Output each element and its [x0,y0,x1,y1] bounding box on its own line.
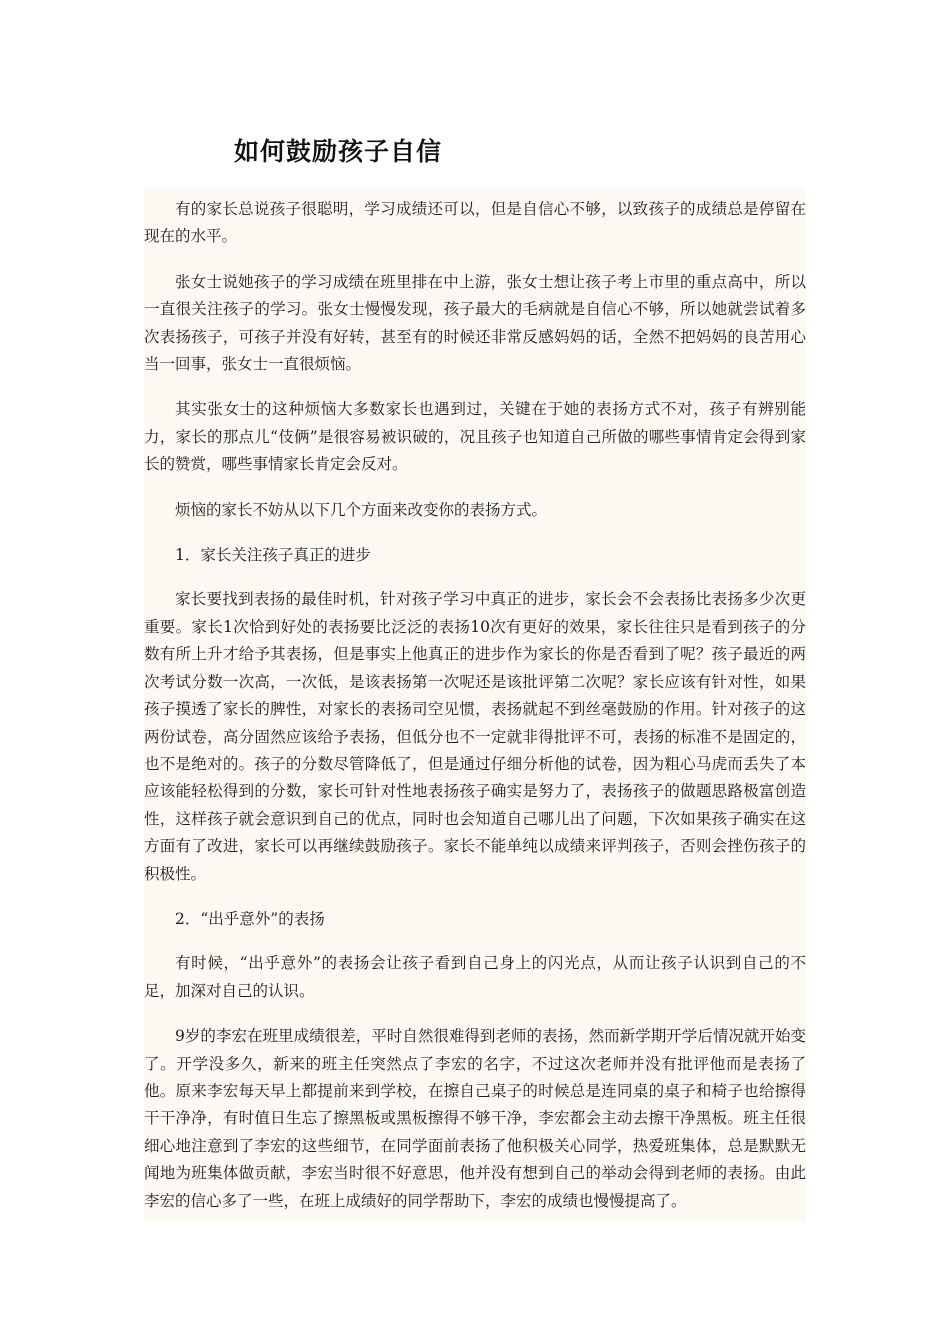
paragraph-section-2-intro: 有时候，“出乎意外”的表扬会让孩子看到自己身上的闪光点，从而让孩子认识到自己的不足，加深对自己的认识。 [144,954,806,1000]
section-heading-2: 2．“出乎意外”的表扬 [175,909,325,928]
paragraph-intro: 有的家长总说孩子很聪明，学习成绩还可以，但是自信心不够，以致孩子的成绩总是停留在现在的水平。 [144,200,806,246]
paragraph-suggestion: 烦恼的家长不妨从以下几个方面来改变你的表扬方式。 [175,500,548,519]
document-title: 如何鼓励孩子自信 [234,137,443,166]
paragraph-ms-zhang: 张女士说她孩子的学习成绩在班里排在中上游，张女士想让孩子考上市里的重点高中，所以一直很关注孩子的学习。张女士慢慢发现，孩子最大的毛病就是自信心不够，所以她就尝试着多次表扬孩子，可孩子并没有好转，甚至有的时候还非常反感妈妈的话，全然不把妈妈的良苦用心当一回事，张女士一直很烦恼。 [144,272,806,374]
paragraph-analysis: 其实张女士的这种烦恼大多数家长也遇到过，关键在于她的表扬方式不对，孩子有辨别能力，家长的那点儿“伎俩”是很容易被识破的，况且孩子也知道自己所做的哪些事情肯定会得到家长的赞赏，哪些事情家长肯定会反对。 [144,400,806,474]
article-body [144,188,806,1221]
paragraph-section-1: 家长要找到表扬的最佳时机，针对孩子学习中真正的进步，家长会不会表扬比表扬多少次更重要。家长1次恰到好处的表扬要比泛泛的表扬10次有更好的效果，家长往往只是看到孩子的分数有所上升才给予其表扬，但是事实上他真正的进步作为家长的你是否看到了呢？孩子最近的两次考试分数一次高，一次低，是该表扬第一次呢还是该批评第二次呢？家长应该有针对性，如果孩子摸透了家长的脾性，对家长的表扬司空见惯，表扬就起不到丝毫鼓励的作用。针对孩子的这两份试卷，高分固然应该给予表扬，但低分也不一定就非得批评不可，表扬的标准不是固定的，也不是绝对的。孩子的分数尽管降低了，但是通过仔细分析他的试卷，因为粗心马虎而丢失了本应该能轻松得到的分数，家长可针对性地表扬孩子确实是努力了，表扬孩子的做题思路极富创造性，这样孩子就会意识到自己的优点，同时也会知道自己哪儿出了问题，下次如果孩子确实在这方面有了改进，家长可以再继续鼓励孩子。家长不能单纯以成绩来评判孩子，否则会挫伤孩子的积极性。 [144,590,806,883]
section-heading-1: 1．家长关注孩子真正的进步 [175,546,371,565]
paragraph-li-hong-story: 9岁的李宏在班里成绩很差，平时自然很难得到老师的表扬，然而新学期开学后情况就开始变了。开学没多久，新来的班主任突然点了李宏的名字，不过这次老师并没有批评他而是表扬了他。原来李宏每天早上都提前来到学校，在擦自己桌子的时候总是连同桌的桌子和椅子也给擦得干干净净，有时值日生忘了擦黑板或黑板擦得不够干净，李宏都会主动去擦干净黑板。班主任很细心地注意到了李宏的这些细节，在同学面前表扬了他积极关心同学，热爱班集体，总是默默无闻地为班集体做贡献，李宏当时很不好意思，他并没有想到自己的举动会得到老师的表扬。由此李宏的信心多了一些，在班上成绩好的同学帮助下，李宏的成绩也慢慢提高了。 [144,1027,806,1210]
